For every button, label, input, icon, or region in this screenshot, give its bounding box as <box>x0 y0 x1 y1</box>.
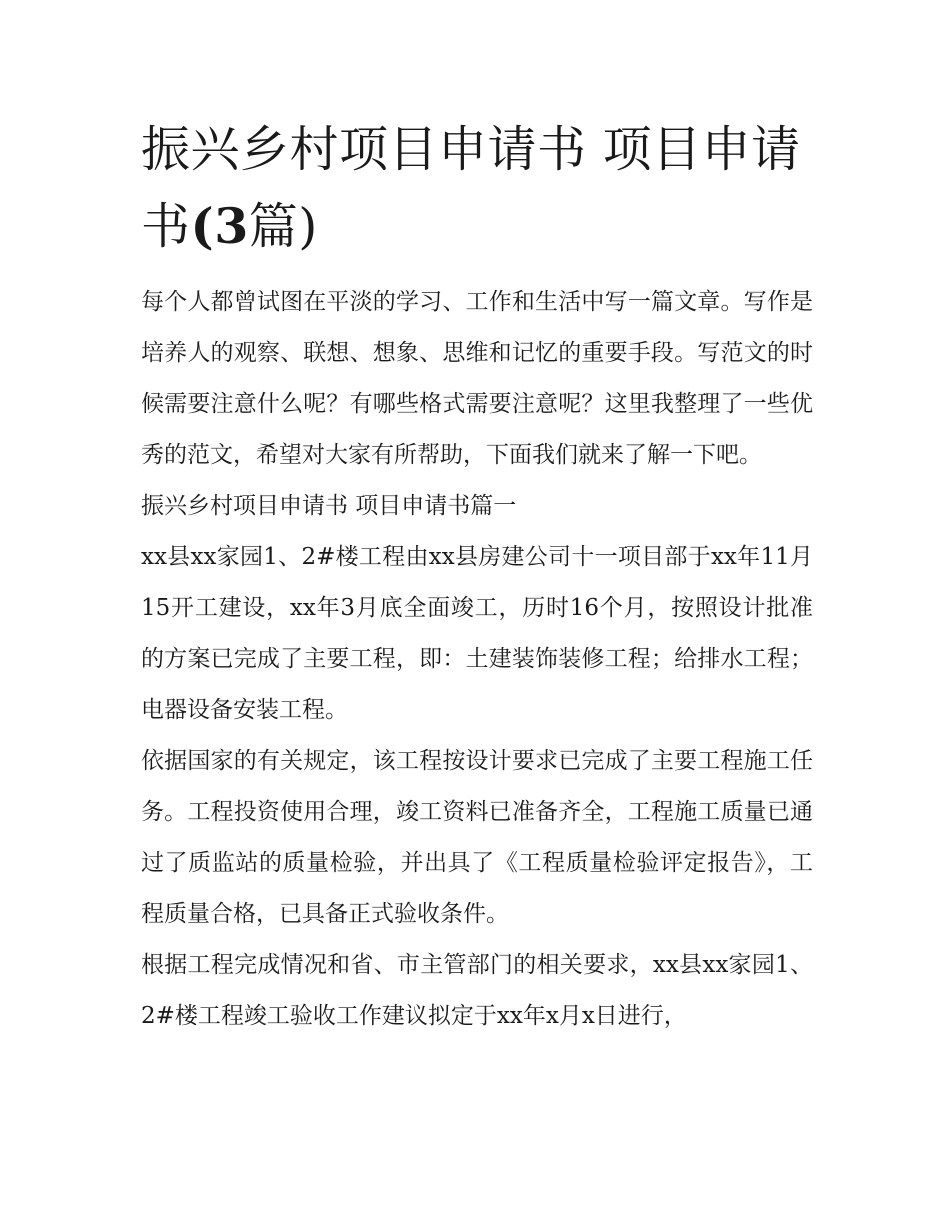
title-suffix-text: 篇) <box>248 198 318 255</box>
title-main-text: 振兴乡村项目申请书 项目申请书 <box>141 121 801 255</box>
document-body <box>141 277 813 1042</box>
section-heading: 振兴乡村项目申请书 项目申请书篇一 <box>141 493 517 519</box>
body-paragraph: 依据国家的有关规定，该工程按设计要求已完成了主要工程施工任务。工程投资使用合理，竣工资料已准备齐全，工程施工质量已通过了质监站的质量检验，并出具了《工程质量检验评定报告》，工程质量合格，已具备正式验收条件。 <box>141 748 813 927</box>
document-title <box>141 112 813 265</box>
title-count-text: (3 <box>190 197 249 255</box>
body-paragraph: xx县xx家园1、2#楼工程由xx县房建公司十一项目部于xx年11月15开工建设，xx年3月底全面竣工，历时16个月，按照设计批准的方案已完成了主要工程，即：土建装饰装修工程；给排水工程；电器设备安装工程。 <box>141 544 813 723</box>
document-page <box>141 112 813 1042</box>
body-paragraph: 根据工程完成情况和省、市主管部门的相关要求，xx县xx家园1、2#楼工程竣工验收工作建议拟定于xx年x月x日进行， <box>141 952 813 1029</box>
intro-paragraph: 每个人都曾试图在平淡的学习、工作和生活中写一篇文章。写作是培养人的观察、联想、想象、思维和记忆的重要手段。写范文的时候需要注意什么呢？有哪些格式需要注意呢？这里我整理了一些优秀的范文，希望对大家有所帮助，下面我们就来了解一下吧。 <box>141 289 813 468</box>
